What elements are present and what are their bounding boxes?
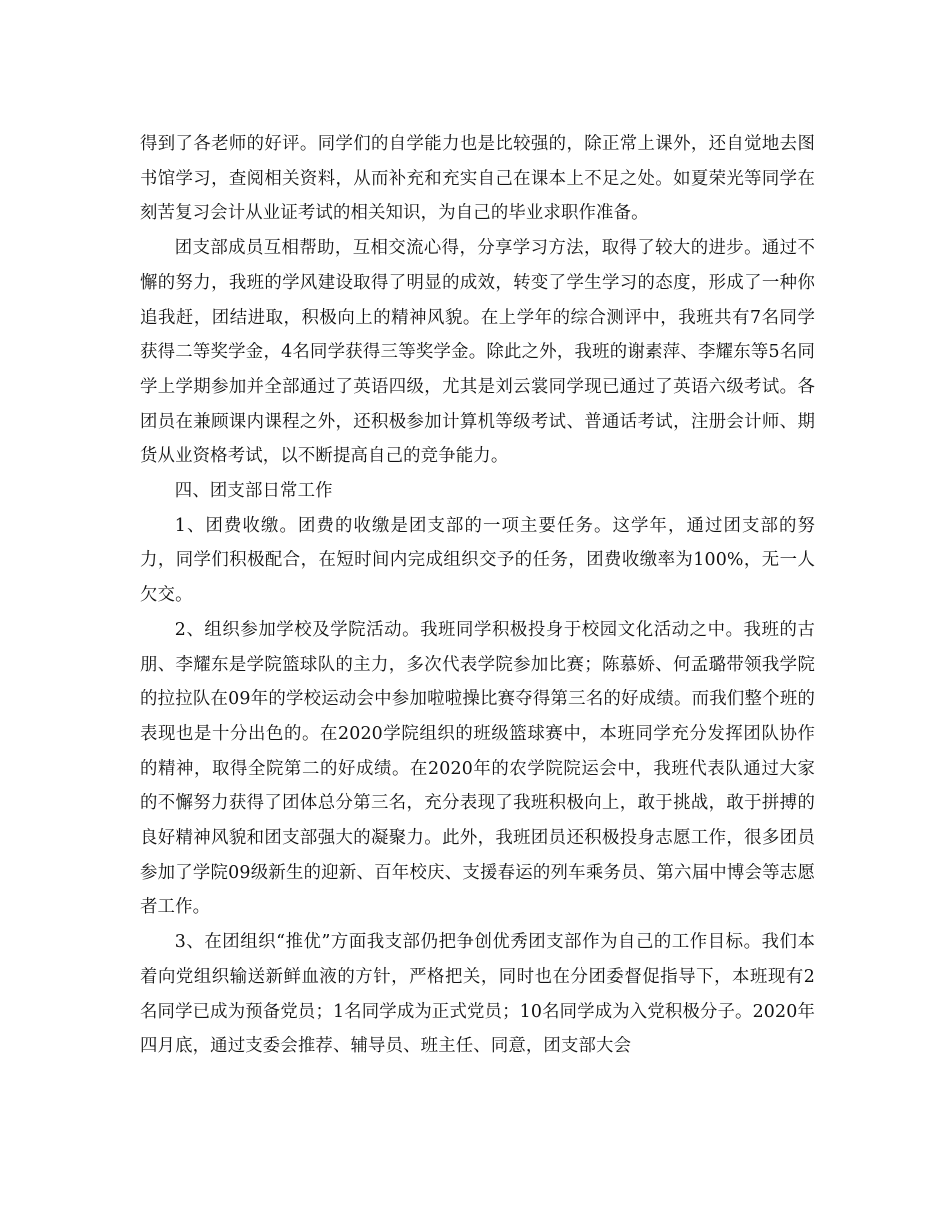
document-body — [140, 127, 815, 1064]
paragraph-1: 得到了各老师的好评。同学们的自学能力也是比较强的，除正常上课外，还自觉地去图书馆学习，查阅相关资料，从而补充和充实自己在课本上不足之处。如夏荣光等同学在刻苦复习会计从业证考试的相关知识，为自己的毕业求职作准备。 — [140, 134, 815, 224]
paragraph-4: 2、组织参加学校及学院活动。我班同学积极投身于校园文化活动之中。我班的古朋、李耀东是学院篮球队的主力，多次代表学院参加比赛；陈慕娇、何孟璐带领我学院的拉拉队在09年的学校运动会中参加啦啦操比赛夺得第三名的好成绩。而我们整个班的表现也是十分出色的。在2020学院组织的班级篮球赛中，本班同学充分发挥团队协作的精神，取得全院第二的好成绩。在2020年的农学院院运会中，我班代表队通过大家的不懈努力获得了团体总分第三名，充分表现了我班积极向上，敢于挑战，敢于拼搏的良好精神风貌和团支部强大的凝聚力。此外，我班团员还积极投身志愿工作，很多团员参加了学院09级新生的迎新、百年校庆、支援春运的列车乘务员、第六届中博会等志愿者工作。 — [140, 619, 815, 918]
section-heading: 四、团支部日常工作 — [174, 481, 333, 502]
paragraph-5: 3、在团组织“推优”方面我支部仍把争创优秀团支部作为自己的工作目标。我们本着向党组织输送新鲜血液的方针，严格把关，同时也在分团委督促指导下，本班现有2名同学已成为预备党员；1名同学成为正式党员；10名同学成为入党积极分子。2020年四月底，通过支委会推荐、辅导员、班主任、同意，团支部大会 — [140, 932, 815, 1057]
paragraph-3: 1、团费收缴。团费的收缴是团支部的一项主要任务。这学年，通过团支部的努力，同学们积极配合，在短时间内完成组织交予的任务，团费收缴率为100%，无一人欠交。 — [140, 515, 815, 606]
paragraph-2: 团支部成员互相帮助，互相交流心得，分享学习方法，取得了较大的进步。通过不懈的努力，我班的学风建设取得了明显的成效，转变了学生学习的态度，形成了一种你追我赶，团结进取，积极向上的精神风貌。在上学年的综合测评中，我班共有7名同学获得二等奖学金，4名同学获得三等奖学金。除此之外，我班的谢素萍、李耀东等5名同学上学期参加并全部通过了英语四级，尤其是刘云裳同学现已通过了英语六级考试。各团员在兼顾课内课程之外，还积极参加计算机等级考试、普通话考试，注册会计师、期货从业资格考试，以不断提高自己的竞争能力。 — [140, 238, 815, 467]
